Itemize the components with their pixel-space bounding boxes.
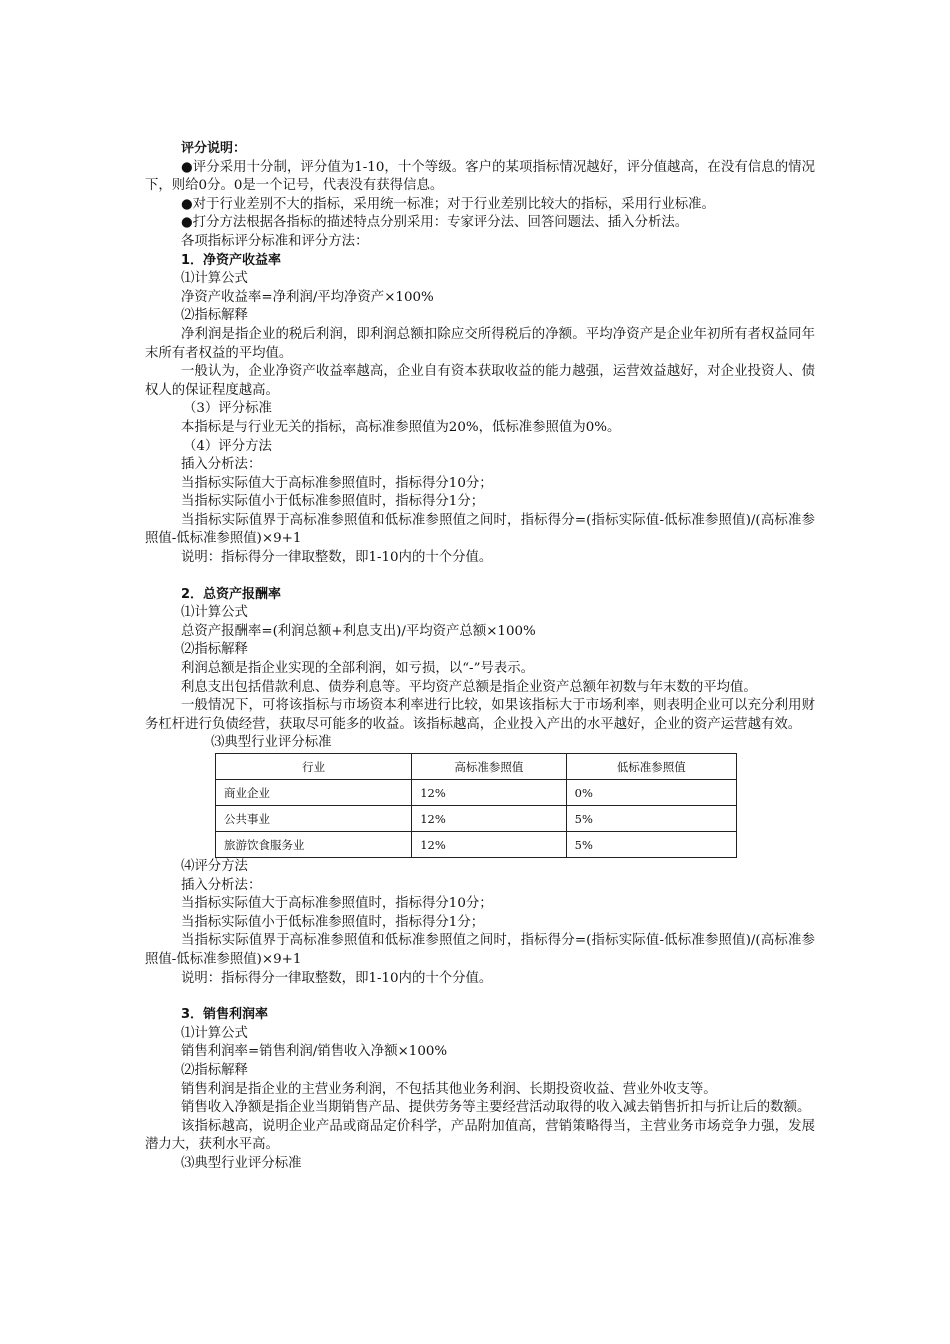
s1-explain-para: 净利润是指企业的税后利润，即利润总额扣除应交所得税后的净额。平均净资产是企业年初所有者权益同年末所有者权益的平均值。 <box>145 326 815 361</box>
s2-method-line: 当指标实际值小于低标准参照值时，指标得分1分； <box>181 914 485 930</box>
s2-method-label: ⑷评分方法 <box>181 859 248 874</box>
s2-table-label: ⑶典型行业评分标准 <box>211 735 332 751</box>
s3-calc-label: ⑴计算公式 <box>181 1025 248 1041</box>
table-row <box>216 806 737 832</box>
table-cell: 12% <box>412 832 566 858</box>
table-cell: 旅游饮食服务业 <box>216 832 412 858</box>
s2-method-line: 插入分析法： <box>181 877 262 893</box>
s2-formula: 总资产报酬率=(利润总额+利息支出)/平均资产总额×100% <box>181 623 536 639</box>
s3-explain-label: ⑵指标解释 <box>181 1062 248 1078</box>
s2-explain-para: 一般情况下，可将该指标与市场资本利率进行比较，如果该指标大于市场利率，则表明企业可以充分利用财务杠杆进行负债经营，获取尽可能多的收益。该指标越高，企业投入产出的水平越好，企业的资产运营越有效。 <box>145 698 815 732</box>
table-header-cell: 高标准参照值 <box>412 754 566 780</box>
document-page <box>145 140 815 1174</box>
table-cell: 商业企业 <box>216 780 412 806</box>
s1-std-label: （3）评分标准 <box>183 401 272 417</box>
scoring-notes-heading: 评分说明： <box>181 141 247 156</box>
table-cell: 12% <box>412 806 566 832</box>
table-header-cell: 低标准参照值 <box>566 754 736 780</box>
s3-explain-para: 销售利润是指企业的主营业务利润，不包括其他业务利润、长期投资收益、营业外收支等。 <box>181 1081 717 1097</box>
table-cell: 公共事业 <box>216 806 412 832</box>
section-gap <box>145 988 815 1006</box>
table-row <box>216 832 737 858</box>
s1-formula: 净资产收益率=净利润/平均净资产×100% <box>181 289 434 305</box>
s3-explain-para: 销售收入净额是指企业当期销售产品、提供劳务等主要经营活动取得的收入减去销售折扣与折让后的数额。 <box>181 1100 811 1116</box>
table-header-cell: 行业 <box>216 754 412 780</box>
bullet-ten-point-scale: ●评分采用十分制，评分值为1-10，十个等级。客户的某项指标情况越好，评分值越高，在没有信息的情况下，则给0分。0是一个记号，代表没有获得信息。 <box>145 159 815 194</box>
s2-note: 说明：指标得分一律取整数，即1-10内的十个分值。 <box>181 970 493 986</box>
s3-formula: 销售利润率=销售利润/销售收入净额×100% <box>181 1044 448 1060</box>
s1-explain-para: 一般认为，企业净资产收益率越高，企业自有资本获取收益的能力越强，运营效益越好，对企业投资人、债权人的保证程度越高。 <box>145 364 815 398</box>
industry-standard-table <box>215 753 737 858</box>
s2-explain-label: ⑵指标解释 <box>181 642 248 658</box>
s2-explain-para: 利息支出包括借款利息、债券利息等。平均资产总额是指企业资产总额年初数与年末数的平均值。 <box>181 679 757 695</box>
s1-calc-label: ⑴计算公式 <box>181 271 248 287</box>
section-2-title: 2．总资产报酬率 <box>181 586 282 602</box>
table-cell: 12% <box>412 780 566 806</box>
s2-explain-para: 利润总额是指企业实现的全部利润，如亏损，以“-”号表示。 <box>181 661 534 677</box>
s1-method-line: 插入分析法： <box>181 457 262 473</box>
s1-method-line: 当指标实际值界于高标准参照值和低标准参照值之间时，指标得分=(指标实际值-低标准参照值)/(高标准参照值-低标准参照值)×9+1 <box>145 512 815 547</box>
s1-method-line: 当指标实际值小于低标准参照值时，指标得分1分； <box>181 494 485 510</box>
bullet-scoring-methods: ●打分方法根据各指标的描述特点分别采用：专家评分法、回答问题法、插入分析法。 <box>181 215 689 231</box>
s1-method-line: 当指标实际值大于高标准参照值时，指标得分10分； <box>181 475 493 491</box>
s3-explain-para: 该指标越高，说明企业产品或商品定价科学，产品附加值高，营销策略得当，主营业务市场竞争力强，发展潜力大，获利水平高。 <box>145 1118 815 1153</box>
bullet-industry-standard: ●对于行业差别不大的指标，采用统一标准；对于行业差别比较大的指标，采用行业标准。 <box>181 196 715 212</box>
section-1-title: 1．净资产收益率 <box>181 252 282 268</box>
s1-std-text: 本指标是与行业无关的指标，高标准参照值为20%，低标准参照值为0%。 <box>181 419 621 435</box>
s1-explain-label: ⑵指标解释 <box>181 308 248 324</box>
s1-method-label: （4）评分方法 <box>183 438 272 454</box>
section-3-title: 3．销售利润率 <box>181 1007 269 1023</box>
table-cell: 5% <box>566 806 736 832</box>
table-cell: 0% <box>566 780 736 806</box>
section-gap <box>145 568 815 586</box>
table-row <box>216 780 737 806</box>
s1-note: 说明：指标得分一律取整数，即1-10内的十个分值。 <box>181 550 493 566</box>
s2-method-line: 当指标实际值界于高标准参照值和低标准参照值之间时，指标得分=(指标实际值-低标准参照值)/(高标准参照值-低标准参照值)×9+1 <box>145 933 815 967</box>
s2-method-line: 当指标实际值大于高标准参照值时，指标得分10分； <box>181 896 493 912</box>
s3-table-label: ⑶典型行业评分标准 <box>181 1155 302 1171</box>
table-header-row <box>216 754 737 780</box>
intro-lead: 各项指标评分标准和评分方法： <box>181 233 369 249</box>
s2-calc-label: ⑴计算公式 <box>181 605 248 621</box>
table-cell: 5% <box>566 832 736 858</box>
